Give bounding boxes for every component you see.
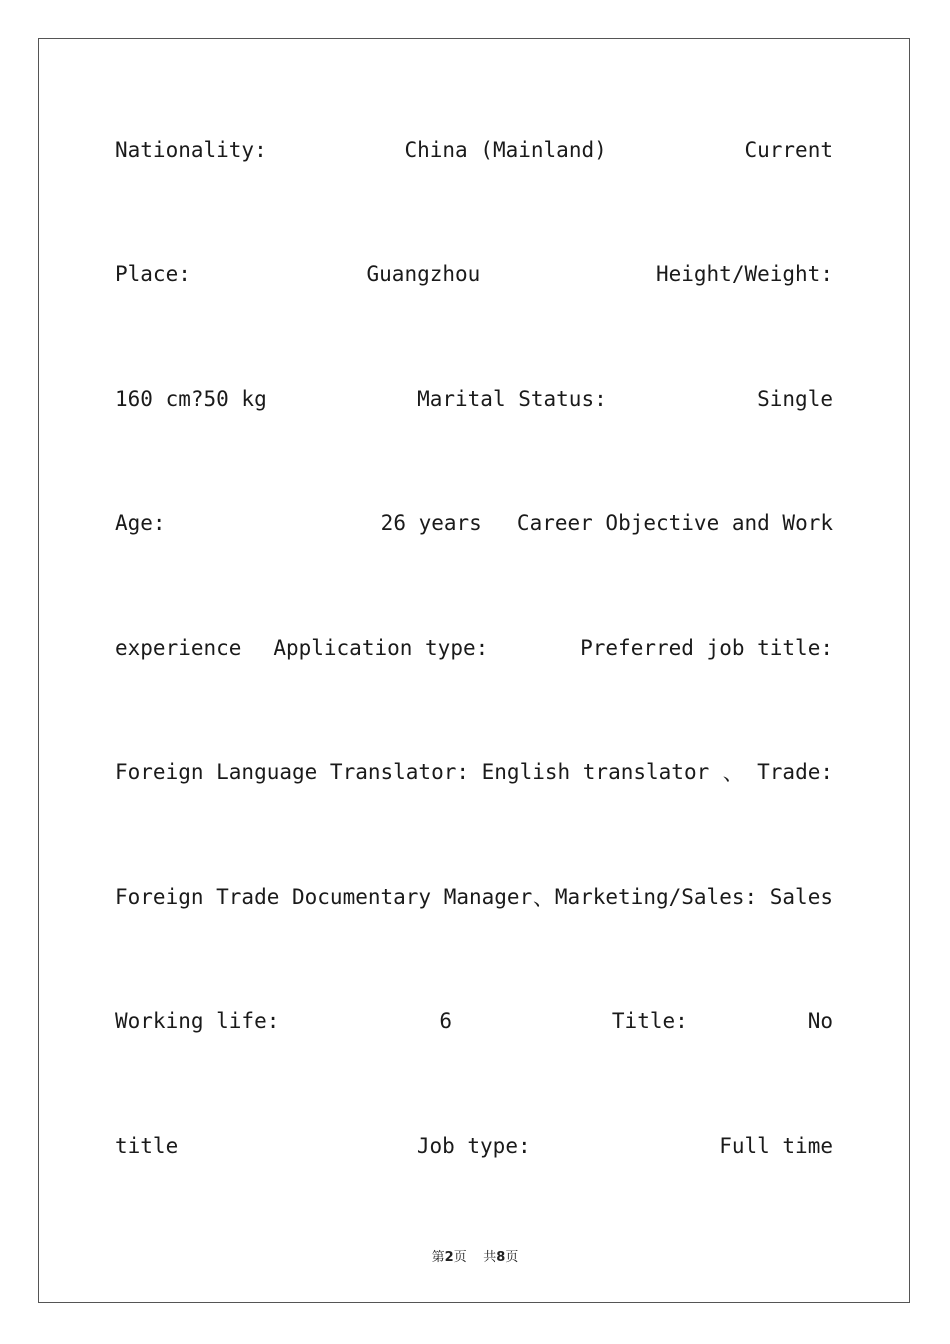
job-type-label: Job type: [416, 1134, 531, 1158]
job-title-foreign-language: Foreign Language Translator: English translator [115, 760, 710, 784]
text-line-2 [115, 259, 833, 289]
experience-text: experience [115, 636, 242, 660]
text-line-4 [115, 508, 833, 538]
application-type-label: Application type: [273, 636, 489, 660]
career-objective-heading: Career Objective and Work [516, 511, 833, 535]
working-life-label: Working life: [115, 1009, 280, 1033]
job-title-marketing-sales: Marketing/Sales: Sales [554, 885, 833, 909]
place-value: Guangzhou [366, 262, 481, 286]
current-label: Current [744, 138, 833, 162]
text-line-5 [115, 633, 833, 663]
separator-mark: 、 [722, 761, 744, 785]
job-type-value: Full time [719, 1134, 833, 1158]
height-weight-label: Height/Weight: [655, 262, 833, 286]
preferred-job-title-label: Preferred job title: [580, 636, 833, 660]
total-suffix: 页 [505, 1250, 519, 1265]
separator-mark: 、 [533, 886, 555, 910]
page-border [38, 38, 910, 1303]
working-life-value: 6 [439, 1009, 452, 1033]
age-label: Age: [115, 511, 166, 535]
job-title-foreign-trade: Foreign Trade Documentary Manager [115, 885, 533, 909]
page-suffix: 页 [453, 1250, 467, 1265]
age-value: 26 years [380, 511, 482, 535]
page-prefix: 第 [431, 1250, 445, 1265]
nationality-value: China (Mainland) [404, 138, 607, 162]
page-footer [0, 1246, 950, 1265]
text-line-3 [115, 384, 833, 414]
marital-status-value: Single [757, 387, 833, 411]
height-weight-value: 160 cm?50 kg [115, 387, 267, 411]
nationality-label: Nationality: [115, 138, 267, 162]
title-label: Title: [611, 1009, 688, 1033]
total-pages: 8 [496, 1250, 506, 1265]
text-line-9 [115, 1131, 833, 1161]
text-line-1 [115, 135, 833, 165]
text-line-7 [115, 882, 833, 912]
trade-label: Trade: [757, 760, 833, 784]
page-number: 2 [444, 1250, 454, 1265]
text-line-8 [115, 1006, 833, 1036]
total-prefix: 共 [483, 1250, 497, 1265]
text-line-6 [115, 757, 833, 787]
title-text: title [115, 1134, 179, 1158]
marital-status-label: Marital Status: [417, 387, 607, 411]
place-label: Place: [115, 262, 191, 286]
title-value: No [807, 1009, 833, 1033]
